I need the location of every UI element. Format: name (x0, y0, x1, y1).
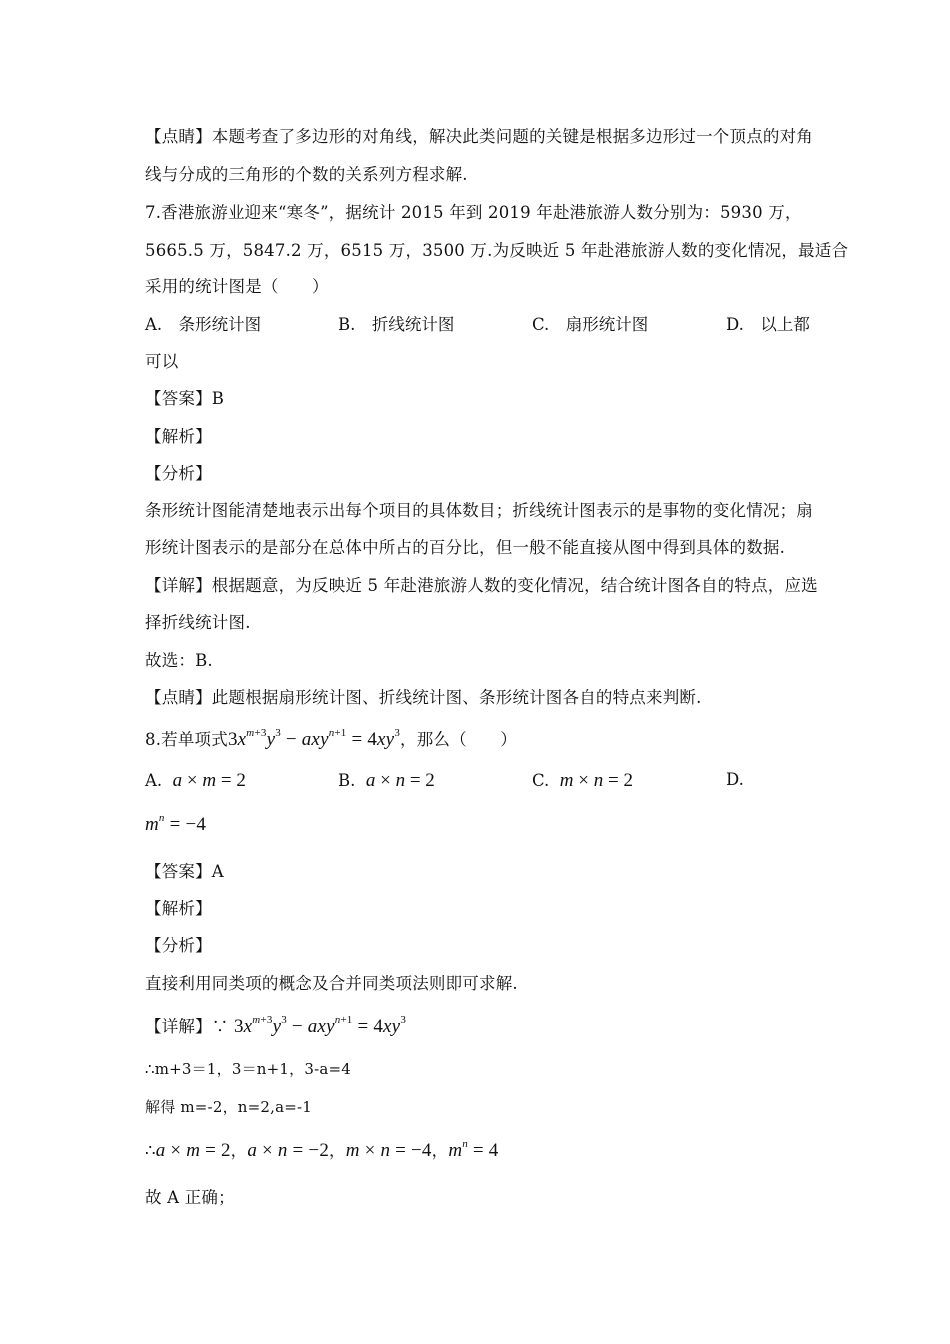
dianjing-line-2: 线与分成的三角形的个数的关系列方程求解. (145, 165, 468, 184)
dianjing-line-1: 【点睛】本题考查了多边形的对角线，解决此类问题的关键是根据多边形过一个顶点的对角 (145, 127, 813, 146)
q7-analysis-line-2: 形统计图表示的是部分在总体中所占的百分比，但一般不能直接从图中得到具体的数据. (145, 538, 786, 557)
q8-fenxi: 【分析】 (145, 936, 212, 955)
q7-option-a: A. 条形统计图 (145, 315, 262, 334)
q7-dianjing: 【点睛】此题根据扇形统计图、折线统计图、条形统计图各自的特点来判断. (145, 688, 702, 707)
q7-choose: 故选：B. (145, 651, 213, 670)
q7-option-c: C. 扇形统计图 (532, 315, 649, 334)
q7-fenxi: 【分析】 (145, 464, 212, 483)
q7-stem-line-2: 5665.5 万，5847.2 万，6515 万，3500 万.为反映近 5 年赴港旅游人数的变化情况，最适合 (145, 241, 849, 260)
q8-stem-prefix: 8.若单项式 (145, 730, 228, 749)
q7-option-d: D. 以上都 (726, 315, 810, 334)
q8-option-b-label: B. (338, 771, 356, 790)
q8-answer: 【答案】A (145, 862, 224, 881)
q7-detail-line-1: 【详解】根据题意，为反映近 5 年赴港旅游人数的变化情况，结合统计图各自的特点，应选 (145, 576, 818, 595)
q8-step-1: ∴m+3＝1，3＝n+1，3-a=4 (145, 1060, 352, 1078)
q8-option-a: A. a × m = 2 (145, 770, 246, 791)
q8-step-2: 解得 m=-2，n=2,a=-1 (145, 1098, 313, 1116)
q8-option-c: C. m × n = 2 (532, 770, 633, 791)
q8-option-a-label: A. (145, 771, 163, 790)
q8-jiexi: 【解析】 (145, 899, 212, 918)
q8-detail-prefix: 【详解】∵ (145, 1017, 229, 1036)
q8-option-b: B. a × n = 2 (338, 770, 435, 791)
q8-results: ∴a × m = 2，a × n = −2，m × n = −4，$m^n = 4$ (145, 1138, 499, 1161)
q8-equation: $3x^{m+3}y^3 - axy^{n+1} = 4xy^3$ (227, 727, 401, 750)
q8-conclusion: 故 A 正确； (145, 1188, 235, 1207)
q7-stem-line-1: 7.香港旅游业迎来“寒冬”，据统计 2015 年到 2019 年赴港旅游人数分别为：5930 万， (145, 203, 802, 222)
q8-therefore: ∴ (145, 1141, 156, 1160)
q8-detail: 【详解】∵ $3x^{m+3}y^3 - axy^{n+1} = 4xy^3$ (145, 1014, 407, 1037)
q8-option-c-label: C. (532, 771, 550, 790)
q8-option-d-math: $m^n = -4$ (145, 812, 207, 835)
q8-stem (145, 726, 810, 751)
q7-jiexi: 【解析】 (145, 427, 212, 446)
q7-option-b: B. 折线统计图 (338, 315, 455, 334)
q7-option-d-cont: 可以 (145, 352, 179, 371)
q7-answer: 【答案】B (145, 389, 225, 408)
q7-analysis-line-1: 条形统计图能清楚地表示出每个项目的具体数目；折线统计图表示的是事物的变化情况；扇 (145, 501, 813, 520)
q7-stem-line-3: 采用的统计图是（ ） (145, 277, 329, 296)
q8-analysis: 直接利用同类项的概念及合并同类项法则即可求解. (145, 974, 518, 993)
q8-option-d: D. (726, 770, 744, 789)
q7-detail-line-2: 择折线统计图. (145, 613, 251, 632)
q8-stem-suffix: ，那么（ ） (400, 730, 517, 749)
